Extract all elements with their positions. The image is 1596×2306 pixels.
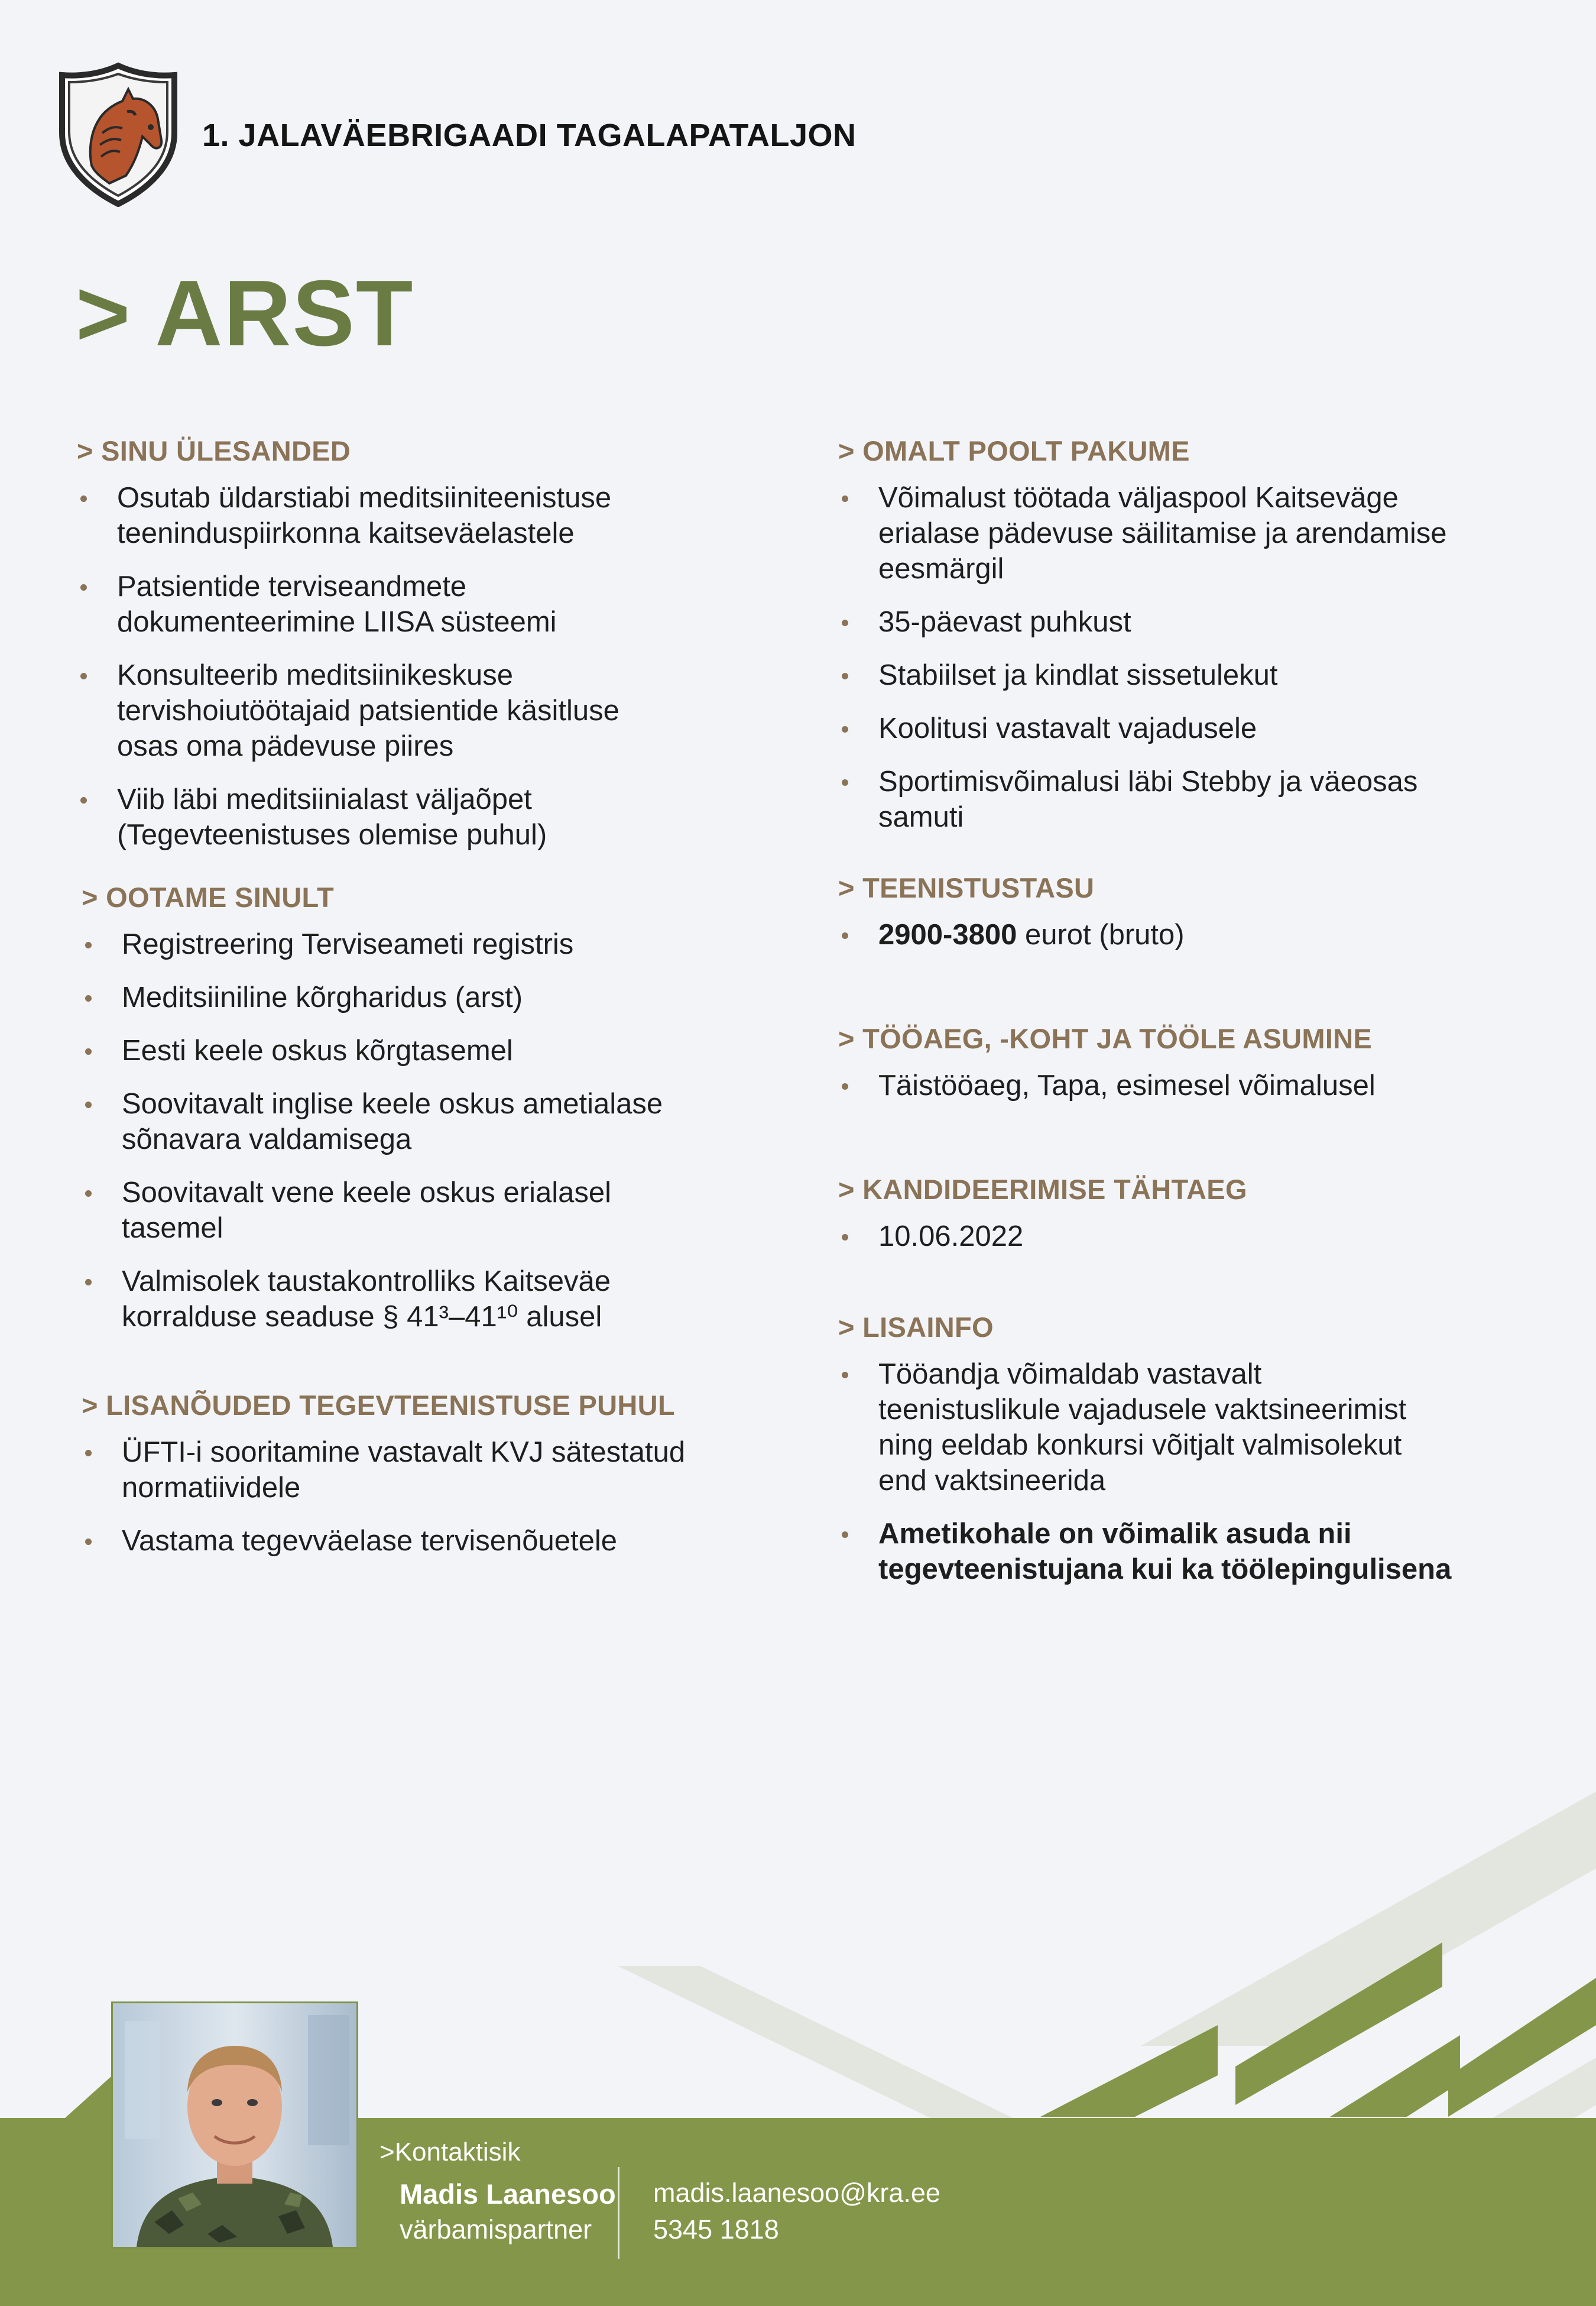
contact-phone[interactable]: 5345 1818	[653, 2214, 779, 2245]
work-time-list	[838, 1068, 1488, 1103]
tasks-title: > SINU ÜLESANDED	[77, 435, 351, 467]
extra-info-title: > LISAINFO	[838, 1311, 994, 1343]
list-item: Osutab üldarstiabi meditsiiniteenistuse teeninduspiirkonna kaitseväelastele	[77, 480, 745, 551]
contact-divider	[618, 2167, 619, 2259]
offer-list	[838, 480, 1488, 835]
job-title: > ARST	[76, 261, 414, 365]
contact-name: Madis Laanesoo	[400, 2178, 616, 2210]
expectations-title: > OOTAME SINULT	[82, 882, 335, 913]
list-item: Registreering Terviseameti registris	[82, 927, 745, 962]
organization-name: 1. JALAVÄEBRIGAADI TAGALAPATALJON	[202, 118, 857, 153]
list-item: Vastama tegevväelase tervisenõuetele	[82, 1523, 745, 1559]
offer-title: > OMALT POOLT PAKUME	[838, 435, 1190, 467]
active-service-section	[77, 1389, 745, 1559]
tasks-list	[77, 480, 745, 853]
list-item: Eesti keele oskus kõrgtasemel	[82, 1033, 745, 1068]
contact-role: värbamispartner	[400, 2214, 592, 2245]
list-item: Stabiilset ja kindlat sissetulekut	[838, 658, 1488, 693]
list-item: Koolitusi vastavalt vajadusele	[838, 711, 1488, 746]
list-item-bold: Ametikohale on võimalik asuda nii tegevteenistujana kui ka töölepingulisena	[838, 1516, 1488, 1587]
expectations-section	[77, 881, 745, 1335]
work-time-section	[838, 1022, 1488, 1103]
salary-list	[838, 917, 1488, 953]
active-service-title: > LISANÕUDED TEGEVTEENISTUSE PUHUL	[82, 1390, 675, 1421]
list-item: Valmisolek taustakontrolliks Kaitseväe korralduse seaduse § 41³–41¹⁰ alusel	[82, 1264, 745, 1335]
list-item: 35-päevast puhkust	[838, 604, 1488, 640]
contact-email-link[interactable]: madis.laanesoo@kra.ee	[653, 2178, 940, 2208]
active-service-list	[82, 1434, 745, 1559]
horse-head-shield-icon	[56, 62, 180, 207]
left-column	[77, 435, 745, 1576]
list-item: Meditsiiniline kõrgharidus (arst)	[82, 980, 745, 1015]
list-item: Patsientide terviseandmete dokumenteerimine LIISA süsteemi	[77, 569, 745, 640]
salary-title: > TEENISTUSTASU	[838, 872, 1095, 903]
salary-item	[838, 917, 1488, 953]
contact-heading: >Kontaktisik	[379, 2137, 521, 2166]
offer-section	[838, 435, 1488, 835]
expectations-list	[82, 927, 745, 1335]
list-item: Võimalust töötada väljaspool Kaitseväge erialase pädevuse säilitamise ja arendamise eesmärgil	[838, 480, 1488, 587]
list-item: Sportimisvõimalusi läbi Stebby ja väeosas samuti	[838, 764, 1488, 835]
list-item: Täistööaeg, Tapa, esimesel võimalusel	[838, 1068, 1488, 1103]
salary-amount: 2900-3800	[878, 919, 1017, 951]
list-item: Konsulteerib meditsiinikeskuse tervishoiutöötajaid patsientide käsitluse osas oma pädevuse piires	[77, 658, 745, 764]
extra-info-section	[838, 1311, 1488, 1587]
list-item: 10.06.2022	[838, 1219, 1488, 1254]
deadline-section	[838, 1173, 1488, 1254]
deadline-title: > KANDIDEERIMISE TÄHTAEG	[838, 1174, 1247, 1205]
extra-info-list	[838, 1356, 1488, 1587]
salary-section	[838, 872, 1488, 953]
contact-photo	[111, 2001, 358, 2249]
salary-suffix: eurot (bruto)	[1017, 919, 1185, 951]
work-time-title: > TÖÖAEG, -KOHT JA TÖÖLE ASUMINE	[838, 1023, 1373, 1054]
list-item: Viib läbi meditsiinialast väljaõpet (Tegevteenistuses olemise puhul)	[77, 782, 745, 853]
tasks-section	[77, 435, 745, 853]
list-item: Tööandja võimaldab vastavalt teenistuslikule vajadusele vaktsineerimist ning eeldab konkursi võitjalt valmisolekut end vaktsineerida	[838, 1356, 1488, 1498]
list-item: Soovitavalt inglise keele oskus ametialase sõnavara valdamisega	[82, 1086, 745, 1157]
deadline-list	[838, 1219, 1488, 1254]
list-item: ÜFTI-i sooritamine vastavalt KVJ sätestatud normatiividele	[82, 1434, 745, 1505]
list-item: Soovitavalt vene keele oskus erialasel tasemel	[82, 1175, 745, 1246]
avatar-icon	[113, 2003, 356, 2247]
right-column	[838, 435, 1488, 1605]
